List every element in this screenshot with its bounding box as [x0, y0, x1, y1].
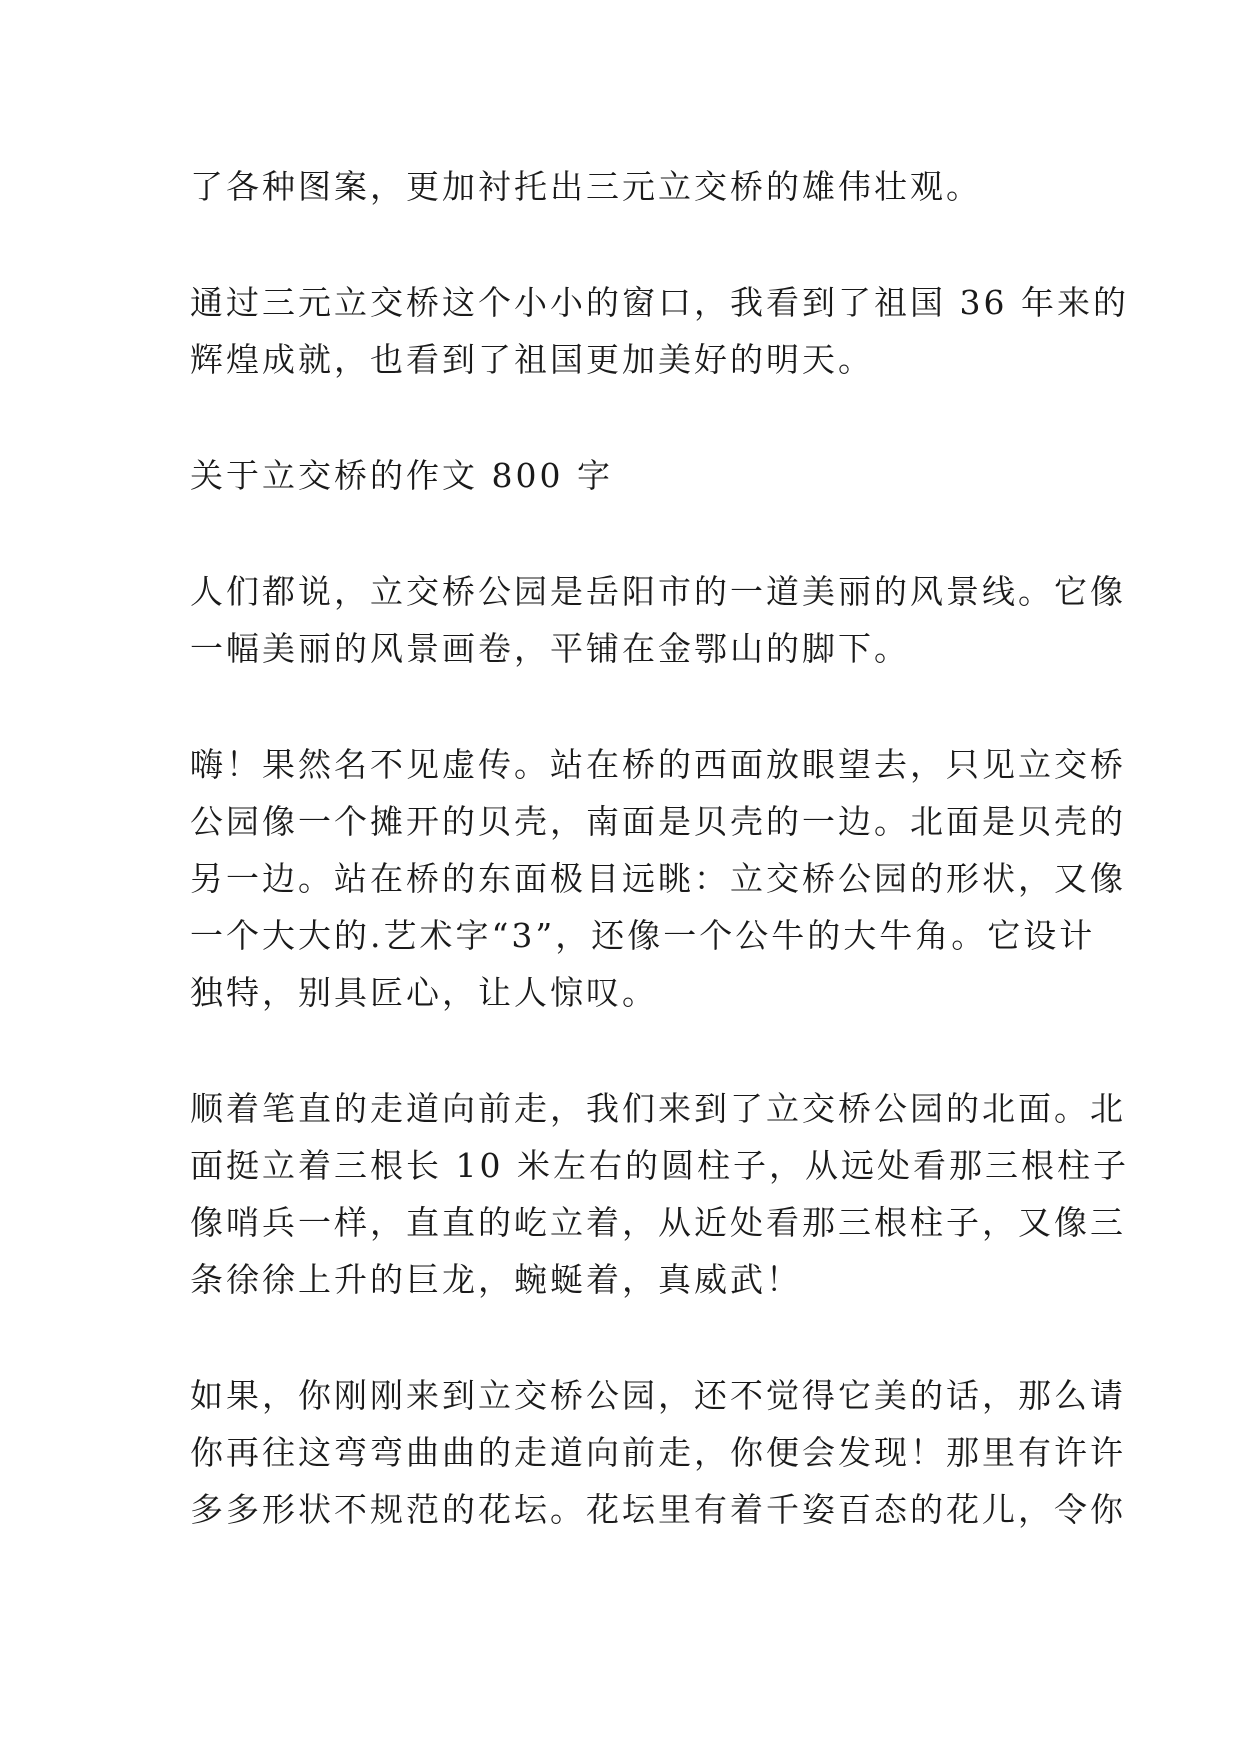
- section-title: [190, 447, 1070, 504]
- text-line: 多多形状不规范的花坛。花坛里有着千姿百态的花儿，令你: [190, 1490, 1126, 1529]
- paragraph-4: [190, 736, 1126, 1021]
- paragraph-5: [190, 1080, 1129, 1308]
- title-line: 关于立交桥的作文 800 字: [190, 456, 613, 495]
- text-line: 嗨！果然名不见虚传。站在桥的西面放眼望去，只见立交桥: [190, 745, 1126, 784]
- text-line: 人们都说，立交桥公园是岳阳市的一道美丽的风景线。它像: [190, 572, 1126, 611]
- text-line: 公园像一个摊开的贝壳，南面是贝壳的一边。北面是贝壳的: [190, 802, 1126, 841]
- text-line: 面挺立着三根长 10 米左右的圆柱子，从远处看那三根柱子: [190, 1146, 1129, 1185]
- text-line: 另一边。站在桥的东面极目远眺：立交桥公园的形状，又像: [190, 859, 1126, 898]
- paragraph-1: [190, 158, 1070, 215]
- text-line: 一幅美丽的风景画卷，平铺在金鄂山的脚下。: [190, 629, 910, 668]
- text-line: 通过三元立交桥这个小小的窗口，我看到了祖国 36 年来的: [190, 283, 1129, 322]
- text-line: 像哨兵一样，直直的屹立着，从近处看那三根柱子，又像三: [190, 1203, 1126, 1242]
- document-body: [190, 158, 1129, 1597]
- text-line: 辉煌成就，也看到了祖国更加美好的明天。: [190, 340, 874, 379]
- paragraph-2: [190, 274, 1129, 388]
- text-line: 你再往这弯弯曲曲的走道向前走，你便会发现！那里有许许: [190, 1433, 1126, 1472]
- text-line: 了各种图案，更加衬托出三元立交桥的雄伟壮观。: [190, 167, 982, 206]
- text-line: 独特，别具匠心，让人惊叹。: [190, 973, 658, 1012]
- text-line: 顺着笔直的走道向前走，我们来到了立交桥公园的北面。北: [190, 1089, 1126, 1128]
- text-line: 如果，你刚刚来到立交桥公园，还不觉得它美的话，那么请: [190, 1376, 1126, 1415]
- text-line: 条徐徐上升的巨龙，蜿蜒着，真威武！: [190, 1260, 802, 1299]
- text-line: 一个大大的.艺术字“3”，还像一个公牛的大牛角。它设计: [190, 916, 1096, 955]
- paragraph-3: [190, 563, 1126, 677]
- paragraph-6: [190, 1367, 1126, 1538]
